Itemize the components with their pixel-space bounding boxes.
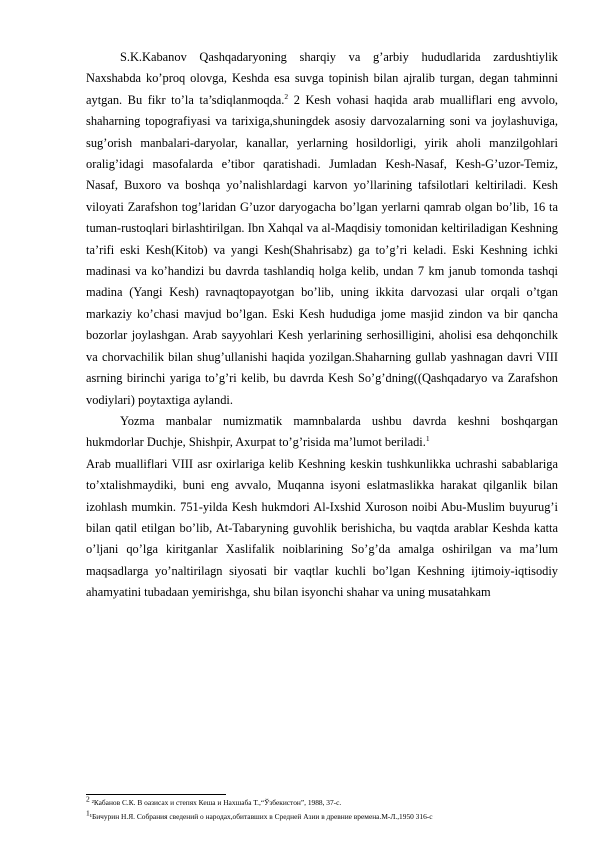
- paragraph-2: [86, 411, 558, 454]
- footnote-1-mark: 1: [86, 808, 90, 818]
- footnote-1-text: ¹Бичурин Н.Я. Собрания сведений о народах,обитавших в Средней Азии в древние времена.М-Л.,1950 316-с: [89, 811, 433, 821]
- footnote-2-text: ²Кабанов С.К. В оазисах и степях Кеша и Нахшаба Т.,“Ўзбекистон”, 1988, 37-с.: [89, 798, 342, 807]
- body-text: [86, 47, 558, 604]
- footnote-2: [86, 796, 558, 810]
- paragraph-1-text: S.K.Kabanov Qashqadaryoning sharqiy va g’arbiy hududlarida zardushtiylik Naxshabda ko’proq olovga, Keshda esa suvga topinish bilan ajralib turgan, degan tahminni aytgan. Bu fikr to’la ta’sdiqlanmoqda.: [86, 50, 558, 107]
- footnote-2-mark: 2: [86, 794, 90, 804]
- paragraph-3-text: Arab mualliflari VIII asr oxirlariga kelib Keshning keskin tushkunlikka uchrashi sabablariga to’xtalishmaydiki, buni eng avvalo, Muqanna isyoni eslatmaslikka harakat qilganlik bilan izohlash mumkin. 751-yilda Kesh hukmdori Al-Ixshid Xuroson noibi Abu-Muslim buyurug’i bilan qatil etilgan bo’lib, At-Tabaryning guvohlik berishicha, bu vaqtda arablar Keshda katta o’ljani qo’lga kiritganlar Xaslifalik noiblarining So’g’da amalga oshirilgan va ma’lum maqsadlarga yo’naltirilagn siyosati bir vaqtlar kuchli bo’lgan Keshning ijtimoiy-iqtisodiy ahamyatini tubadaan yemirishga, shu bilan isyonchi shahar va uning musatahkam: [86, 456, 558, 600]
- paragraph-1: [86, 47, 558, 411]
- footnote-1: [86, 810, 558, 824]
- footnote-ref-1: 1: [425, 434, 430, 444]
- footnote-separator: [86, 794, 226, 795]
- footnotes: [86, 796, 558, 823]
- paragraph-2-text: Yozma manbalar numizmatik mamnbalarda ushbu davrda keshni boshqargan hukmdorlar Duchje, Shishpir, Axurpat to’g’risida ma’lumot beriladi.: [86, 413, 558, 450]
- paragraph-1-continued: 2 Kesh vohasi haqida arab mualliflari eng avvolo, shaharning topografiyasi va tarixiga,shuningdek asosiy darvozalarning soni va joylashuviga, sug’orish manbalari-daryolar, kanallar, yerlarning hosildorligi, yirik aholi manzilgohlari oralig’idagi masofalarda e’tibor qaratishadi. Jumladan Kesh-Nasaf, Kesh-G’uzor-Temiz, Nasaf, Buxoro va boshqa yo’nalishlardagi karvon yo’llarining tafsilotlari keltiriladi. Kesh viloyati Zarafshon tog’laridan G’uzor daryogacha bo’lgan yerlarni qamrab olgan bo’lib, 16 ta tuman-rustoqlari birlashtirilgan. Ibn Xahqal va al-Maqdisiy tomonidan keltiriladigan Keshning ta’rifi eski Kesh(Kitob) va yangi Kesh(Shahrisabz) ga to’g’ri keladi. Eski Keshning ichki madinasi va ko’handizi bu davrda tashlandiq holga kelib, undan 7 km janub tomonda tashqi madina (Yangi Kesh) ravnaqtopayotgan bo’lib, uning ikkita darvozasi ular orqali o’tgan markaziy ko’chasi mavjud bo’lgan. Eski Kesh hududiga jome masjid zindon va bir qancha bozorlar joylashgan. Arab sayyohlari Kesh yerlarining serhosilligini, aholisi esa dehqonchilk va chorvachilik bilan shug’ullanishi haqida yozilgan.Shaharning gullab yashnagan davri VIII asrning birinchi yariga to’g’ri kelib, bu davrda Kesh So’g’dning((Qashqadaryo va Zarafshon vodiylari) poytaxtiga aylandi.: [86, 92, 558, 407]
- footnote-ref-2: 2: [284, 91, 289, 101]
- paragraph-3: [86, 454, 558, 604]
